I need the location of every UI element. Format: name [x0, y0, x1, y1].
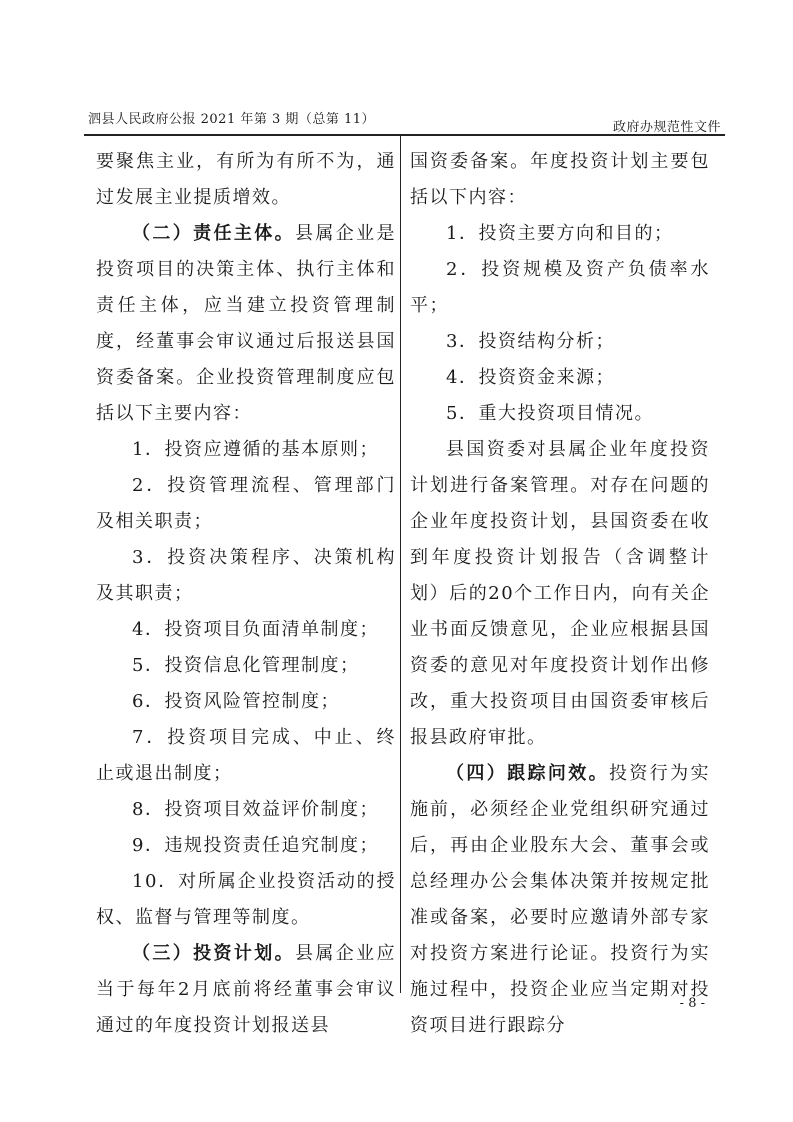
list-item: 5．投资信息化管理制度；: [132, 655, 360, 676]
list-item: 3．投资决策程序、决策机构及其职责；: [96, 547, 396, 604]
list-item: 2．投资管理流程、管理部门及相关职责；: [96, 475, 396, 532]
page-number: - 8 -: [679, 996, 705, 1011]
paragraph: （三）投资计划。县属企业应当于每年2月底前将经董事会审议通过的年度投资计划报送县: [96, 943, 396, 1036]
paragraph: （四）跟踪问效。投资行为实施前，必须经企业党组织研究通过后，再由企业股东大会、董事会或总经理办公会集体决策并按规定批准或备案，必要时应邀请外部专家对投资方案进行论证。投资行为实施过程中，投资企业应当定期对投资项目进行跟踪分: [410, 763, 710, 1036]
list-item: 8．投资项目效益评价制度；: [132, 799, 379, 820]
list-item: 5．重大投资项目情况。: [446, 403, 654, 424]
right-column: [410, 144, 710, 1044]
left-column: [96, 144, 396, 1044]
list-item: 3．投资结构分析；: [446, 331, 615, 352]
list-item: 4．投资项目负面清单制度；: [132, 619, 379, 640]
list-item: 7．投资项目完成、中止、终止或退出制度；: [96, 727, 396, 784]
list-item: 9．违规投资责任追究制度；: [132, 835, 379, 856]
list-item: 2．投资规模及资产负债率水平；: [410, 259, 710, 316]
list-item: 6．投资风险管控制度；: [132, 691, 340, 712]
list-item: 4．投资资金来源；: [446, 367, 615, 388]
column-divider: [400, 136, 401, 993]
section-heading: （三）投资计划。: [132, 943, 295, 964]
list-item: 10．对所属企业投资活动的授权、监督与管理等制度。: [96, 871, 396, 928]
header-left: 泗县人民政府公报 2021 年第 3 期（总第 11）: [88, 112, 376, 127]
list-item: 县国资委对县属企业年度投资计划进行备案管理。对存在问题的企业年度投资计划，县国资委在收到年度投资计划报告（含调整计划）后的20个工作日内，向有关企业书面反馈意见，企业应根据县国资委的意见对年度投资计划作出修改，重大投资项目由国资委审核后报县政府审批。: [410, 439, 710, 748]
paragraph: （二）责任主体。县属企业是投资项目的决策主体、执行主体和责任主体，应当建立投资管理制度，经董事会审议通过后报送县国资委备案。企业投资管理制度应包括以下主要内容：: [96, 223, 396, 424]
header-right: 政府办规范性文件: [612, 120, 721, 135]
list-item: 1．投资主要方向和目的；: [446, 223, 674, 244]
paragraph: 国资委备案。年度投资计划主要包括以下内容：: [410, 151, 710, 208]
section-heading: （二）责任主体。: [132, 223, 295, 244]
section-heading: （四）跟踪问效。: [446, 763, 609, 784]
header-rule: [84, 134, 725, 136]
list-item: 1．投资应遵循的基本原则；: [132, 439, 379, 460]
paragraph: 要聚焦主业，有所为有所不为，通过发展主业提质增效。: [96, 151, 396, 208]
